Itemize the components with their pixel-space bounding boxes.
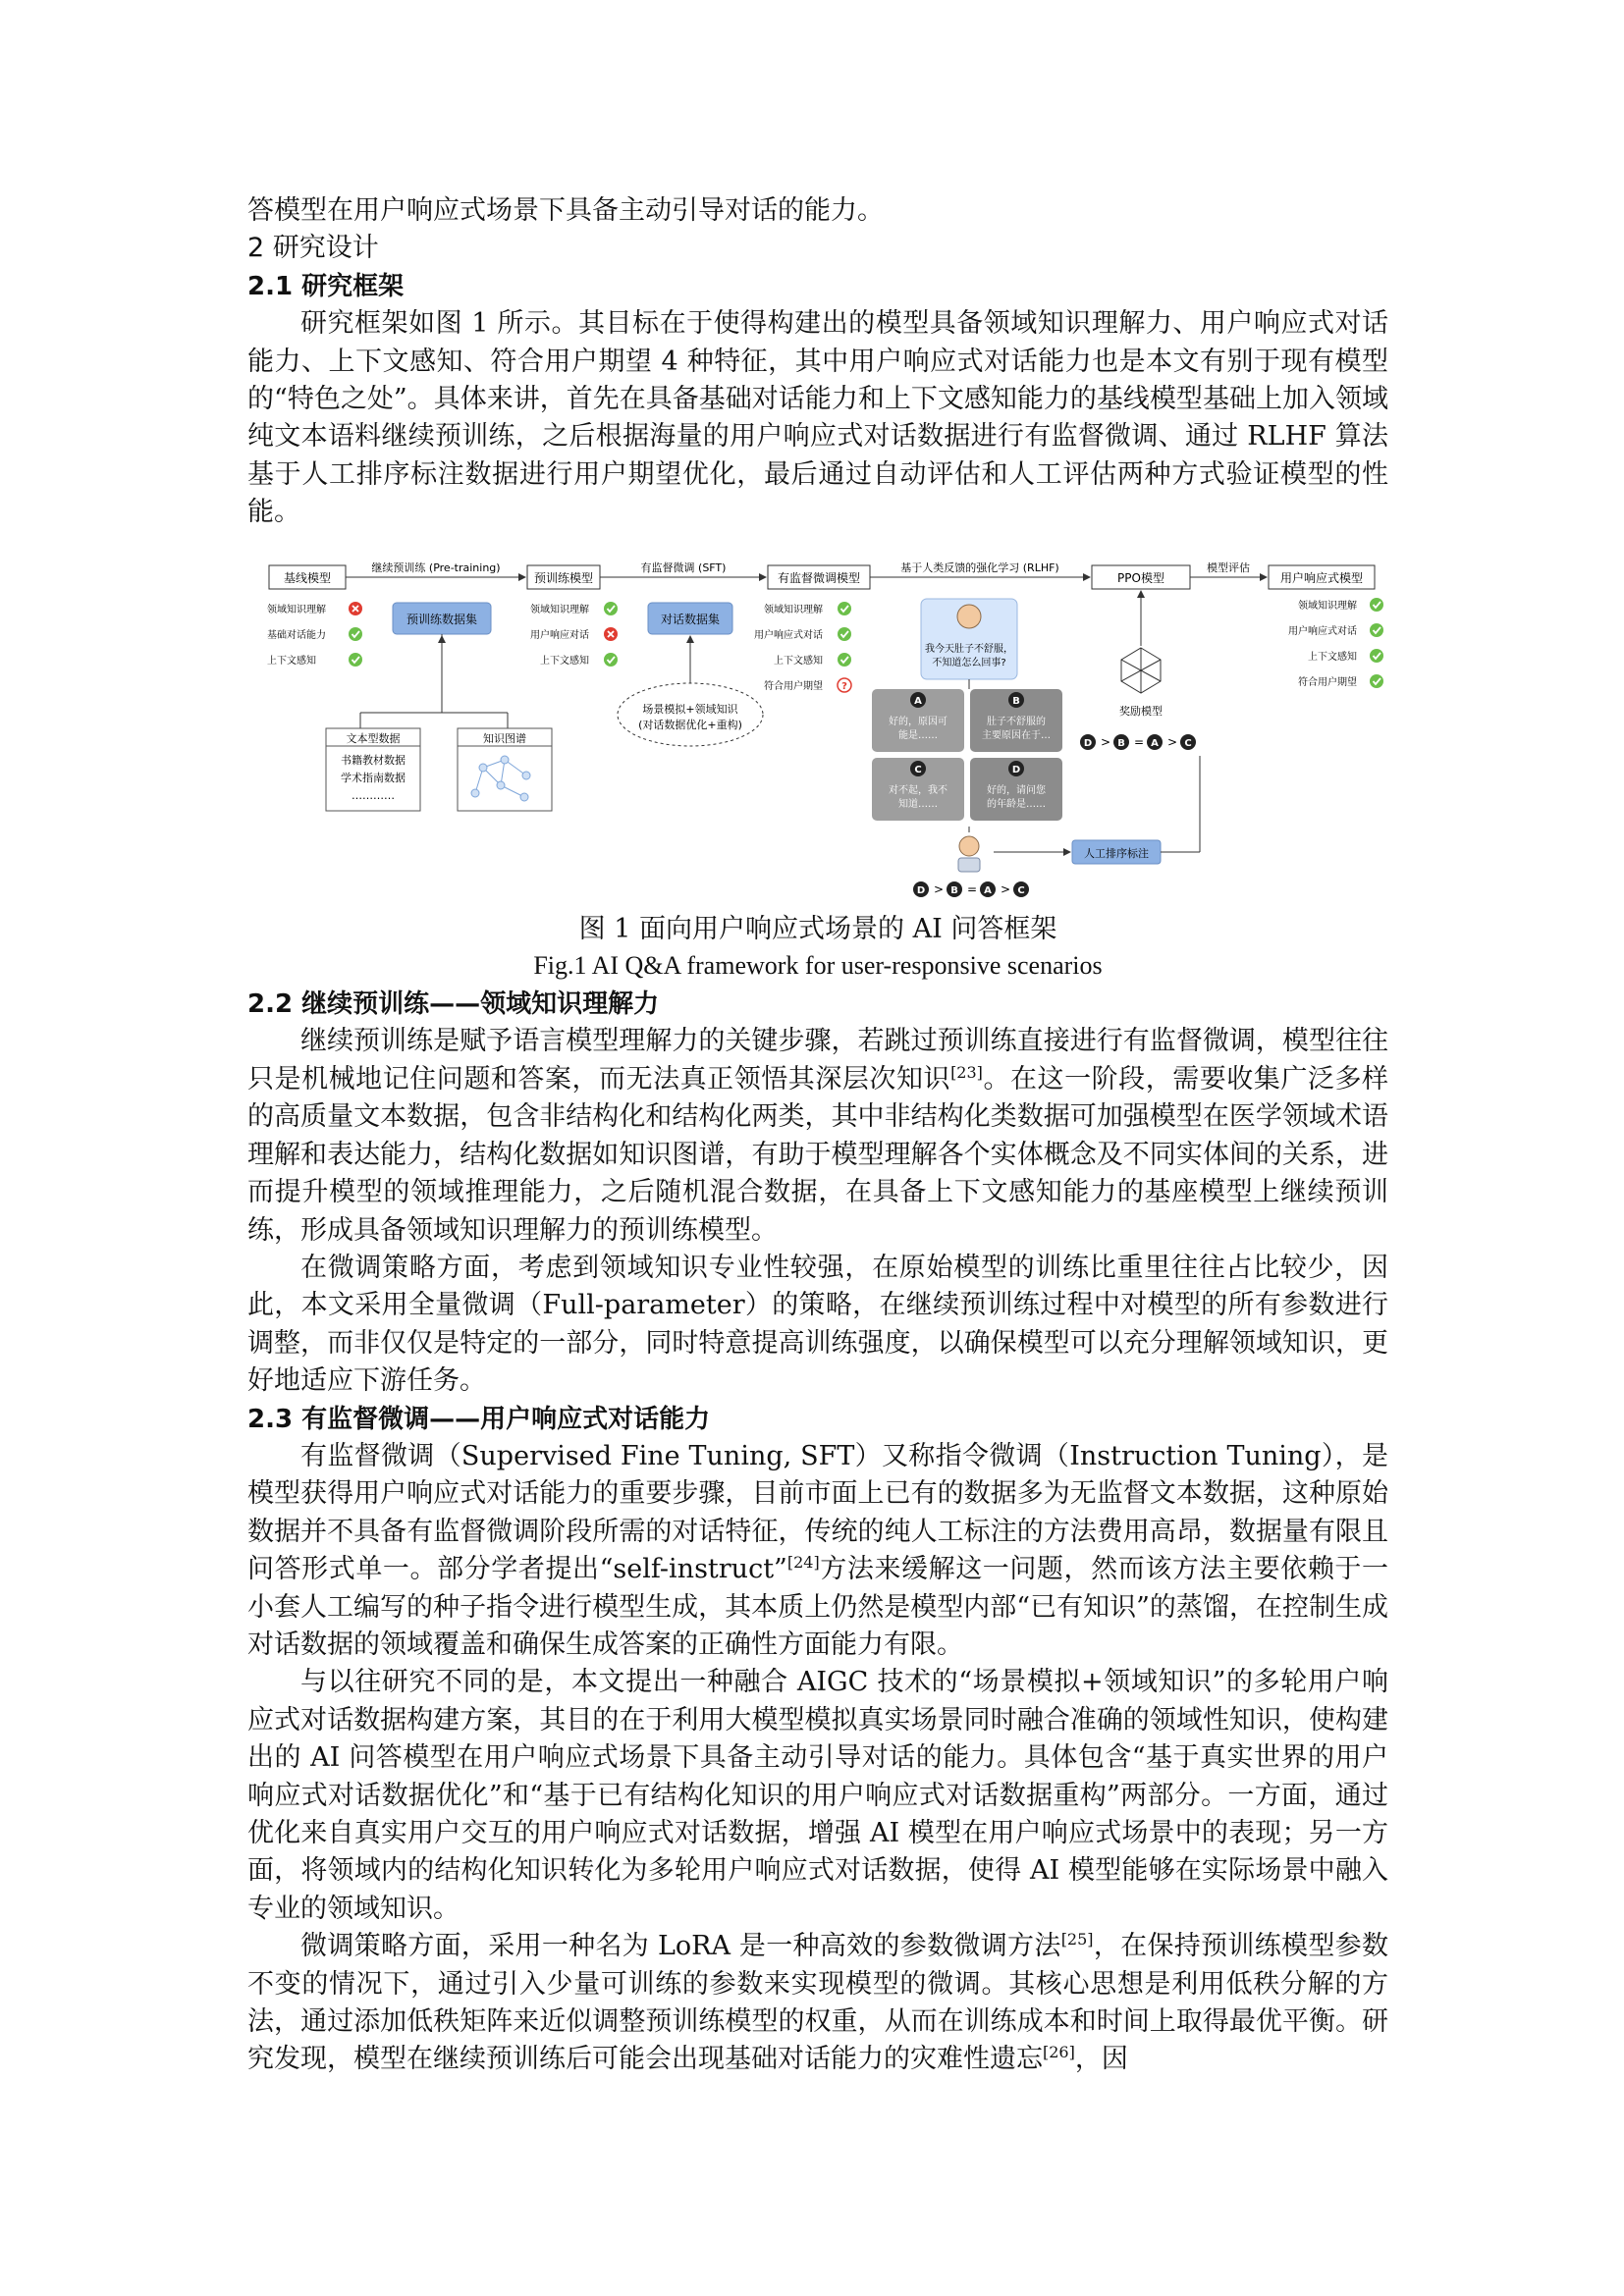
arrow-label: 基于人类反馈的强化学习 (RLHF)	[900, 561, 1059, 574]
section-heading: 2 研究设计	[247, 233, 379, 264]
rank-token	[947, 881, 962, 897]
paragraph: 微调策略方面，采用一种名为 LoRA 是一种高效的参数微调方法[25]，在保持预训练模型参数不变的情况下，通过引入少量可训练的参数来实现模型的微调。其核心思想是利用低秩分解的方法，通过添加低秩矩阵来近似调整预训练模型的权重，从而在训练成本和时间上取得最优平衡。研究发现，模型在继续预训练后可能会出现基础对话能力的灾难性遗忘[26]，因	[247, 1930, 1388, 2075]
rank-operator: >	[1000, 881, 1011, 896]
capability-item	[540, 653, 618, 667]
rank-token	[1080, 734, 1096, 750]
svg-text:领域知识理解: 领域知识理解	[764, 604, 823, 615]
svg-text:符合用户期望: 符合用户期望	[1298, 676, 1357, 688]
paragraph: 与以往研究不同的是，本文提出一种融合 AIGC 技术的“场景模拟+领域知识”的多轮用户响应式对话数据构建方案，其目的在于利用大模型模拟真实场景同时融合准确的领域性知识，使构建出的 AI 问答模型在用户响应式场景下具备主动引导对话的能力。具体包含“基于真实世界的用户响应式对话数据优化”和“基于已有结构化知识的用户响应式对话数据重构”两部分。一方面，通过优化来自真实用户交互的用户响应式对话数据，增强 AI 模型在用户响应式场景中的表现；另一方面，将领域内的结构化知识转化为多轮用户响应式对话数据，使得 AI 模型能够在实际场景中融入专业的领域知识。	[247, 1667, 1388, 1924]
rank-operator: >	[933, 881, 945, 896]
capability-item	[764, 678, 851, 692]
svg-text:文本型数据: 文本型数据	[346, 731, 401, 745]
box-baseline	[269, 565, 346, 589]
answer-option	[970, 689, 1062, 752]
check-icon	[1370, 674, 1383, 688]
paragraph: 继续预训练是赋予语言模型理解力的关键步骤，若跳过预训练直接进行有监督微调，模型往往只是机械地记住问题和答案，而无法真正领悟其深层次知识[23]。在这一阶段，需要收集广泛多样的高质量文本数据，包含非结构化和结构化两类，其中非结构化类数据可加强模型在医学领域术语理解和表达能力，结构化数据如知识图谱，有助于模型理解各个实体概念及不同实体间的关系，进而提升模型的领域推理能力，之后随机混合数据，在具备上下文感知能力的基座模型上继续预训练，形成具备领域知识理解力的预训练模型。	[247, 1026, 1389, 1246]
capability-item	[267, 627, 362, 641]
reward-model	[1119, 648, 1163, 718]
box-dialog-data	[648, 603, 732, 634]
capability-item	[764, 602, 851, 615]
svg-text:B: B	[1117, 737, 1125, 749]
box-pretrain-data	[393, 603, 491, 634]
svg-text:D: D	[916, 884, 926, 896]
capability-item	[530, 602, 618, 615]
citation: [26]	[1043, 2043, 1075, 2062]
svg-text:上下文感知: 上下文感知	[540, 655, 589, 667]
framework-diagram	[247, 550, 1388, 903]
svg-text:…………: …………	[352, 788, 395, 802]
citation: [23]	[950, 1062, 983, 1082]
svg-text:(对话数据优化+重构): (对话数据优化+重构)	[638, 718, 742, 731]
pretrained-capabilities	[530, 602, 618, 667]
question-icon	[838, 678, 851, 692]
paragraph: 有监督微调（Supervised Fine Tuning, SFT）又称指令微调（Instruction Tuning），是模型获得用户响应式对话能力的重要步骤，目前市面上已有的数据多为无监督文本数据，这种原始数据并不具备有监督微调阶段所需的对话特征，传统的纯人工标注的方法费用高昂，数据量有限且问答形式单一。部分学者提出“self-instruct”[24]方法来缓解这一问题，然而该方法主要依赖于一小套人工编写的种子指令进行模型生成，其本质上仍然是模型内部“已有知识”的蒸馏，在控制生成对话数据的领域覆盖和确保生成答案的正确性方面能力有限。	[247, 1440, 1389, 1660]
box-kg	[458, 728, 552, 811]
svg-text:上下文感知: 上下文感知	[774, 655, 823, 667]
svg-text:能是……: 能是……	[898, 729, 938, 741]
user-question	[921, 599, 1017, 679]
check-icon	[1370, 623, 1383, 637]
svg-text:场景模拟+领域知识: 场景模拟+领域知识	[642, 702, 738, 716]
svg-text:知识图谱: 知识图谱	[483, 731, 526, 745]
check-icon	[349, 653, 362, 667]
answer-option	[872, 758, 964, 821]
svg-text:有监督微调模型: 有监督微调模型	[777, 570, 861, 585]
capability-item	[530, 627, 618, 641]
figure-caption-en: Fig.1 AI Q&A framework for user-responsive scenarios	[533, 951, 1103, 981]
svg-text:领域知识理解: 领域知识理解	[267, 604, 326, 615]
sft-capabilities	[754, 602, 851, 692]
arrow-label: 模型评估	[1207, 561, 1250, 574]
cross-icon	[604, 627, 618, 641]
svg-text:用户响应式模型: 用户响应式模型	[1279, 570, 1364, 585]
svg-text:好的，请问您: 好的，请问您	[987, 784, 1046, 796]
svg-text:上下文感知: 上下文感知	[1308, 651, 1357, 663]
rank-token	[1147, 734, 1163, 750]
ranking-result	[1080, 734, 1196, 750]
rank-token	[913, 881, 929, 897]
cross-icon	[349, 602, 362, 615]
capability-item	[1308, 649, 1383, 663]
svg-text:A: A	[914, 695, 922, 707]
svg-text:C: C	[1184, 737, 1192, 749]
box-sft-model	[768, 565, 870, 589]
arrow-label: 继续预训练 (Pre-training)	[371, 561, 501, 574]
continued-text: 答模型在用户响应式场景下具备主动引导对话的能力。	[247, 195, 884, 226]
svg-text:知道……: 知道……	[898, 798, 938, 810]
svg-text:符合用户期望: 符合用户期望	[764, 680, 823, 692]
svg-text:领域知识理解: 领域知识理解	[530, 604, 589, 615]
svg-text:好的，原因可: 好的，原因可	[889, 716, 947, 727]
svg-text:A: A	[1151, 737, 1159, 749]
check-icon	[1370, 598, 1383, 612]
svg-text:A: A	[984, 884, 992, 896]
svg-text:D: D	[1011, 764, 1021, 775]
final-capabilities	[1288, 598, 1383, 688]
check-icon	[838, 627, 851, 641]
figure-caption-cn: 图 1 面向用户响应式场景的 AI 问答框架	[578, 913, 1057, 944]
svg-text:B: B	[1012, 695, 1020, 707]
rank-operator: =	[1133, 734, 1145, 749]
rank-token	[1013, 881, 1029, 897]
svg-text:对话数据集: 对话数据集	[660, 612, 721, 626]
arrow-label: 有监督微调 (SFT)	[640, 561, 727, 574]
box-pretrained	[527, 565, 600, 589]
answer-option	[872, 689, 964, 752]
answer-candidates	[872, 689, 1062, 821]
svg-text:用户响应对话: 用户响应对话	[530, 629, 589, 641]
rank-token	[1113, 734, 1129, 750]
svg-text:奖励模型: 奖励模型	[1119, 704, 1163, 718]
capability-item	[267, 653, 362, 667]
capability-item	[1298, 674, 1383, 688]
svg-text:对不起，我不: 对不起，我不	[889, 784, 947, 796]
rank-token	[1180, 734, 1196, 750]
svg-text:我今天肚子不舒服，: 我今天肚子不舒服，	[925, 643, 1013, 655]
svg-text:用户响应式对话: 用户响应式对话	[754, 629, 823, 641]
subsection-heading: 2.3 有监督微调——用户响应式对话能力	[247, 1404, 711, 1434]
svg-text:书籍教材数据: 书籍教材数据	[341, 753, 406, 767]
svg-text:的年龄是……: 的年龄是……	[987, 798, 1046, 810]
svg-text:用户响应式对话: 用户响应式对话	[1288, 625, 1357, 637]
rank-operator: =	[966, 881, 978, 896]
annotator	[958, 836, 980, 872]
framework-figure	[247, 550, 1388, 903]
svg-text:B: B	[950, 884, 958, 896]
svg-text:人工排序标注: 人工排序标注	[1084, 846, 1149, 860]
capability-item	[754, 627, 851, 641]
baseline-capabilities	[267, 602, 362, 667]
svg-text:PPO模型: PPO模型	[1117, 570, 1164, 585]
svg-text:基线模型: 基线模型	[283, 570, 332, 585]
paper-page	[247, 192, 1388, 2079]
ranking-annotation	[913, 881, 1029, 897]
svg-text:不知道怎么回事?: 不知道怎么回事?	[932, 657, 1006, 668]
check-icon	[349, 627, 362, 641]
subsection-heading: 2.2 继续预训练——领域知识理解力	[247, 989, 660, 1020]
citation: [24]	[786, 1553, 820, 1573]
box-ppo	[1092, 565, 1190, 589]
svg-text:D: D	[1083, 737, 1093, 749]
svg-text:上下文感知: 上下文感知	[267, 655, 316, 667]
svg-text:肚子不舒服的: 肚子不舒服的	[987, 716, 1046, 727]
citation: [25]	[1060, 1930, 1094, 1949]
check-icon	[838, 602, 851, 615]
rank-operator: >	[1100, 734, 1111, 749]
box-text-data	[326, 728, 420, 811]
check-icon	[604, 653, 618, 667]
capability-item	[1298, 598, 1383, 612]
rank-operator: >	[1166, 734, 1178, 749]
paragraph: 在微调策略方面，考虑到领域知识专业性较强，在原始模型的训练比重里往往占比较少，因此，本文采用全量微调（Full-parameter）的策略，在继续预训练过程中对模型的所有参数进行调整，而非仅仅是特定的一部分，同时特意提高训练强度，以确保模型可以充分理解领域知识，更好地适应下游任务。	[247, 1252, 1388, 1397]
svg-text:学术指南数据: 学术指南数据	[341, 771, 406, 784]
svg-text:基础对话能力: 基础对话能力	[267, 629, 326, 641]
box-human-rank	[1072, 840, 1161, 864]
rank-token	[980, 881, 996, 897]
check-icon	[604, 602, 618, 615]
capability-item	[774, 653, 851, 667]
box-final	[1269, 565, 1375, 589]
answer-option	[970, 758, 1062, 821]
svg-text:?: ?	[841, 680, 847, 692]
scene-ellipse	[618, 683, 763, 746]
svg-text:预训练数据集: 预训练数据集	[406, 612, 478, 626]
svg-text:领域知识理解: 领域知识理解	[1298, 600, 1357, 612]
svg-text:C: C	[1017, 884, 1025, 896]
svg-text:C: C	[914, 764, 922, 775]
check-icon	[1370, 649, 1383, 663]
svg-text:预训练模型: 预训练模型	[533, 570, 594, 585]
svg-text:主要原因在于…: 主要原因在于…	[982, 729, 1051, 741]
capability-item	[267, 602, 362, 615]
check-icon	[838, 653, 851, 667]
subsection-heading: 2.1 研究框架	[247, 271, 405, 301]
paragraph: 研究框架如图 1 所示。其目标在于使得构建出的模型具备领域知识理解力、用户响应式对话能力、上下文感知、符合用户期望 4 种特征，其中用户响应式对话能力也是本文有别于现有模型的“特色之处”。具体来讲，首先在具备基础对话能力和上下文感知能力的基线模型基础上加入领域纯文本语料继续预训练，之后根据海量的用户响应式对话数据进行有监督微调、通过 RLHF 算法基于人工排序标注数据进行用户期望优化，最后通过自动评估和人工评估两种方式验证模型的性能。	[247, 308, 1388, 528]
capability-item	[1288, 623, 1383, 637]
